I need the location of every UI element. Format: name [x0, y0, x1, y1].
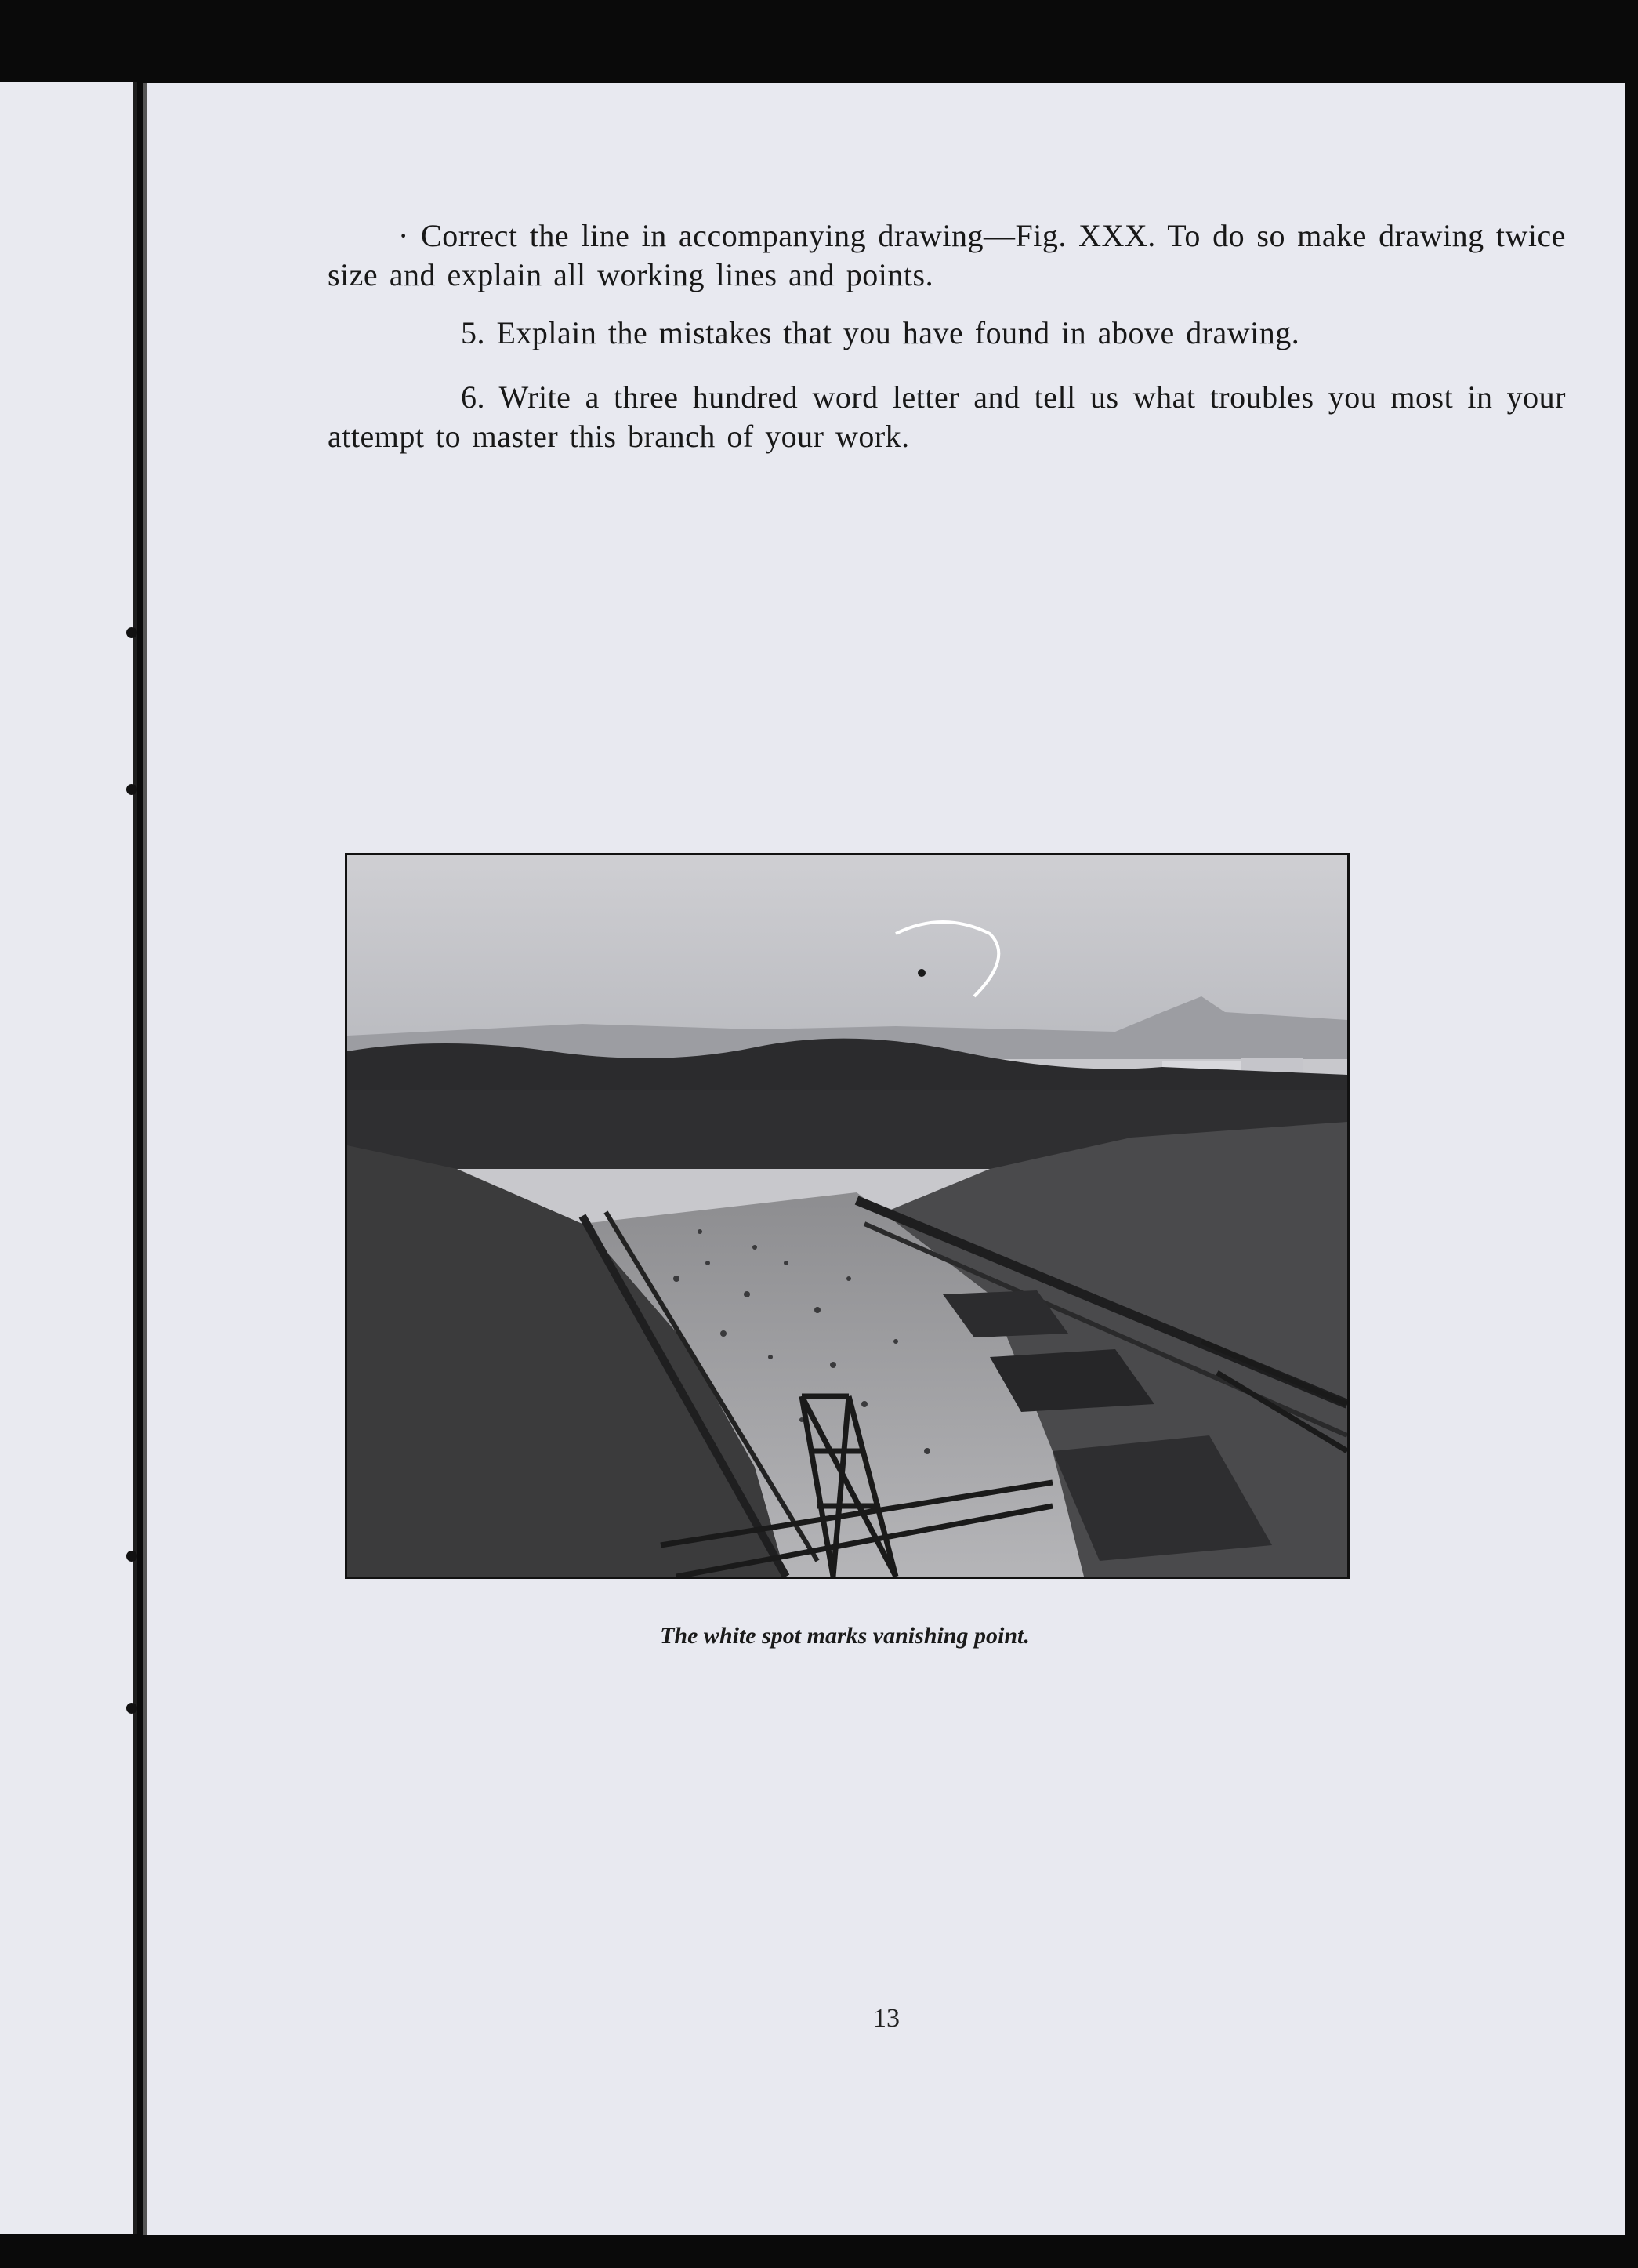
- question-number: 5.: [461, 315, 485, 350]
- question-5: [328, 314, 1566, 353]
- photo-illustration: [347, 855, 1347, 1577]
- left-facing-page: [0, 82, 137, 2234]
- question-6: [328, 378, 1566, 456]
- question-text: Write a three hundred word letter and tell us what troubles you most in your attempt to master this branch of your work.: [328, 379, 1566, 454]
- figure-caption: The white spot marks vanishing point.: [660, 1623, 1030, 1649]
- question-text: Explain the mistakes that you have found in above drawing.: [496, 315, 1300, 350]
- page-number: 13: [873, 2004, 900, 2033]
- excavation-photograph: [345, 853, 1350, 1579]
- question-text: · Correct the line in accompanying drawing—Fig. XXX. To do so make drawing twice size and explain all working lines and points.: [328, 218, 1566, 292]
- book-page: [143, 83, 1625, 2235]
- question-number: 6.: [461, 379, 485, 415]
- binding-hole: [126, 627, 137, 638]
- question-4: [328, 216, 1566, 295]
- binding-hole: [126, 1703, 137, 1714]
- binding-hole: [126, 1551, 137, 1562]
- binding-hole: [126, 784, 137, 795]
